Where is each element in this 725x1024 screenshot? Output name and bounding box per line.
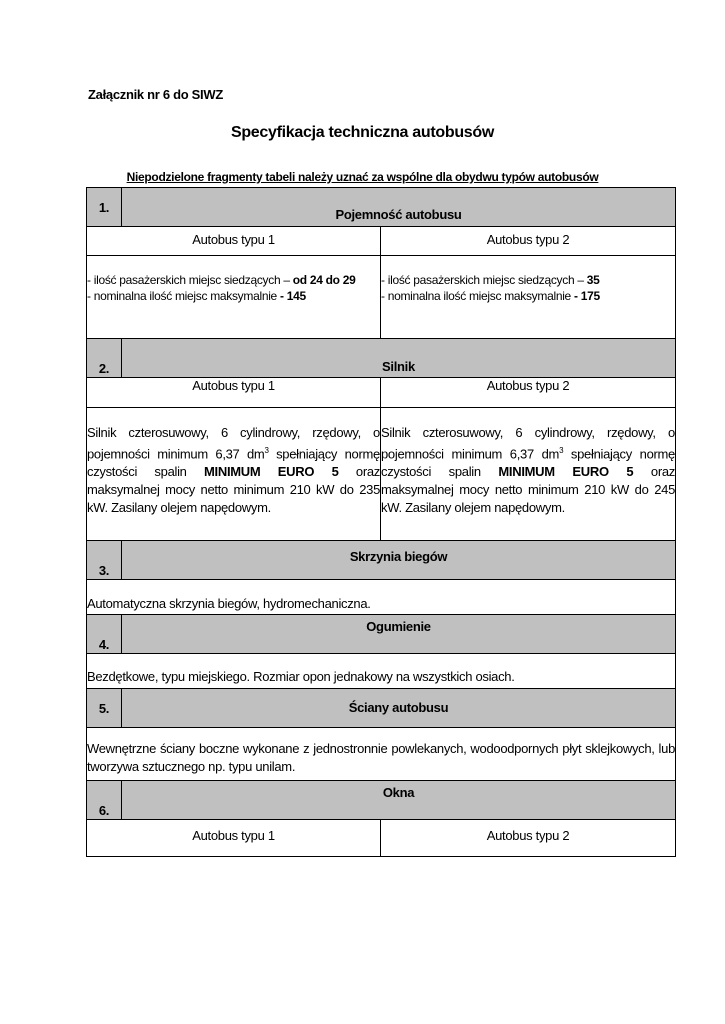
gearbox-spec: Automatyczna skrzynia biegów, hydromechaniczna. [87,596,371,611]
bus-type-1-label: Autobus typu 1 [87,227,381,255]
section-4-header [86,614,676,653]
section-6-header [86,780,676,819]
section-1-column-labels [86,226,676,255]
section-number: 3. [87,541,122,579]
section-3-content [86,579,676,614]
bus-1-max-places: - nominalna ilość miejsc maksymalnie - 145 [87,289,306,303]
spec-table [86,187,676,857]
bus-type-1-label: Autobus typu 1 [87,820,381,856]
bus-2-engine-spec: Silnik czterosuwowy, 6 cylindrowy, rzędowy, o pojemności minimum 6,37 $dm^3$ spełniający normę czystości spalin MINIMUM EURO 5 oraz maksymalnej mocy netto minimum 210 kW do 245 kW. Zasilany olejem napędowym. [381,425,675,516]
section-title: Skrzynia biegów [349,549,448,564]
section-4-content [86,653,676,688]
bus-2-seats: - ilość pasażerskich miejsc siedzących – 35 [381,273,600,287]
section-1-header [86,187,676,226]
bus-type-1-label: Autobus typu 1 [87,378,381,407]
section-title: Pojemność autobusu [335,207,462,222]
section-title: Ogumienie [366,619,431,634]
bus-type-2-label: Autobus typu 2 [486,828,570,843]
document-title: Specyfikacja techniczna autobusów [230,124,495,141]
section-number: 5. [87,689,122,727]
section-5-content [86,727,676,780]
section-2-column-labels [86,377,676,407]
section-6-column-labels [86,819,676,857]
section-number: 6. [87,781,122,819]
section-1-content [86,255,676,338]
bus-1-capacity [87,256,381,338]
section-3-header [86,540,676,579]
section-title: Okna [382,785,415,800]
section-title: Silnik [382,359,415,374]
bus-1-engine-spec: Silnik czterosuwowy, 6 cylindrowy, rzędowy, o pojemności minimum 6,37 $dm^3$ spełniający normę czystości spalin MINIMUM EURO 5 oraz maksymalnej mocy netto minimum 210 kW do 235 kW. Zasilany olejem napędowym. [87,408,381,540]
section-title: Ściany autobusu [348,700,449,715]
section-number: 4. [87,615,122,653]
section-number: 1. [87,188,122,226]
tyres-spec: Bezdętkowe, typu miejskiego. Rozmiar opon jednakowy na wszystkich osiach. [87,669,515,684]
table-note: Niepodzielone fragmenty tabeli należy uznać za wspólne dla obydwu typów autobusów [126,170,599,184]
bus-type-2-label: Autobus typu 2 [486,232,570,247]
section-2-content [86,407,676,540]
bus-type-2-label: Autobus typu 2 [486,378,570,393]
section-2-header [86,338,676,377]
bus-2-max-places: - nominalna ilość miejsc maksymalnie - 175 [381,289,600,303]
walls-spec: Wewnętrzne ściany boczne wykonane z jednostronnie powlekanych, wodoodpornych płyt sklejkowych, lub tworzywa sztucznego np. typu unilam. [87,741,675,774]
bus-2-capacity [381,256,675,338]
bus-1-seats: - ilość pasażerskich miejsc siedzących – od 24 do 29 [87,273,356,287]
section-number: 2. [87,339,122,377]
annex-label: Załącznik nr 6 do SIWZ [88,87,223,102]
section-5-header [86,688,676,727]
